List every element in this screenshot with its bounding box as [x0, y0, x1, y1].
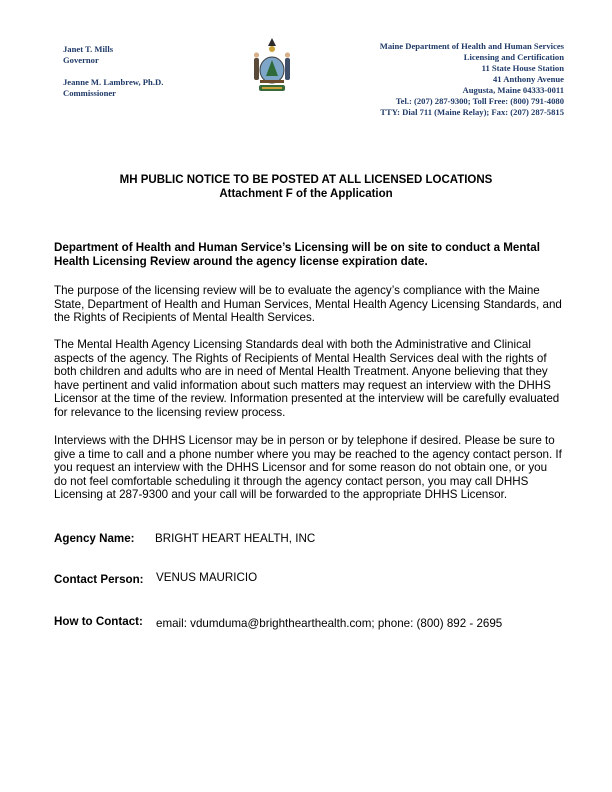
city-line: Augusta, Maine 04333-0011: [462, 85, 564, 95]
notice-heading: [0, 173, 612, 201]
contact-person-label: Contact Person:: [54, 573, 144, 586]
phone-line: Tel.: (207) 287-9300; Toll Free: (800) 791-4080: [395, 96, 564, 106]
governor-name: Janet T. Mills: [63, 44, 114, 54]
tty-line: TTY: Dial 711 (Maine Relay); Fax: (207) 287-5815: [380, 107, 564, 117]
how-to-contact-value: email: vdumduma@brighthearthealth.com; phone: (800) 892 - 2695: [156, 617, 503, 630]
agency-name-label: Agency Name:: [54, 532, 135, 545]
contact-person-value: VENUS MAURICIO: [156, 571, 258, 584]
how-to-contact-label: How to Contact:: [54, 615, 143, 628]
standards-paragraph: The Mental Health Agency Licensing Standards deal with both the Administrative and Clinical aspects of the agency. The Rights of Recipients of Mental Health Services deal with the rights of both children and adults who are in need of Mental Health Treatment. Anyone believing that they have pertinent and valid information about such matters may request an interview with the DHHS Licensor at the time of the review. Information presented at the interview will be carefully evaluated for relevance to the licensing review process.: [54, 338, 560, 419]
street-line: 41 Anthony Avenue: [493, 74, 564, 84]
interviews-paragraph: Interviews with the DHHS Licensor may be in person or by telephone if desired. Please be sure to give a time to call and a phone number where you may be reached to the agency contact person. If you request an interview with the DHHS Licensor and for some reason do not obtain one, or you do not feel comfortable scheduling it through the agency contact person, you may call DHHS Licensing at 287-9300 and your call will be forwarded to the appropriate DHHS Licensor.: [54, 434, 562, 502]
lead-paragraph: Department of Health and Human Service’s Licensing will be on site to conduct a Mental Health Licensing Review around the agency license expiration date.: [54, 241, 540, 268]
station-line: 11 State House Station: [481, 63, 564, 73]
notice-subtitle: Attachment F of the Application: [219, 188, 393, 200]
purpose-paragraph: The purpose of the licensing review will be to evaluate the agency’s compliance with the Maine State, Department of Health and Human Services, Mental Health Agency Licensing Standards, and the Rights of Recipients of Mental Health Services.: [54, 284, 562, 325]
agency-name-value: BRIGHT HEART HEALTH, INC: [155, 532, 316, 545]
notice-title: MH PUBLIC NOTICE TO BE POSTED AT ALL LICENSED LOCATIONS: [119, 174, 493, 186]
department-name: Maine Department of Health and Human Services: [379, 41, 564, 51]
commissioner-title: Commissioner: [63, 88, 116, 98]
officials-block: [63, 44, 223, 99]
maine-state-seal-icon: [250, 36, 294, 96]
commissioner-name: Jeanne M. Lambrew, Ph.D.: [63, 77, 164, 87]
division-name: Licensing and Certification: [463, 52, 564, 62]
department-address-block: [304, 41, 564, 118]
governor-title: Governor: [63, 55, 99, 65]
